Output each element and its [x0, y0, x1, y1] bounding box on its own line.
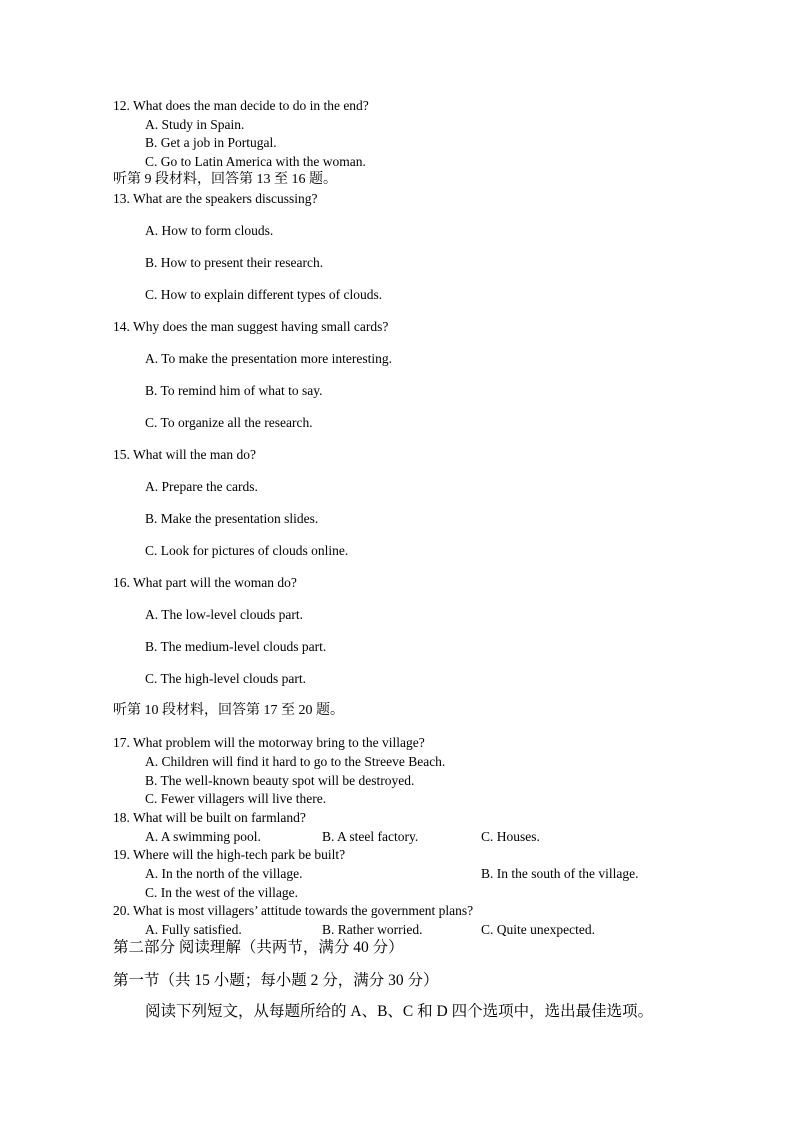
section9-heading: 听第 9 段材料，回答第 13 至 16 题。 — [113, 172, 337, 187]
q19-stem: 19. Where will the high-tech park be built? — [113, 847, 346, 862]
q18-stem: 18. What will be built on farmland? — [113, 810, 306, 825]
q14-option-c: C. To organize all the research. — [145, 415, 313, 430]
q16-stem: 16. What part will the woman do? — [113, 575, 297, 590]
q13-option-b: B. How to present their research. — [145, 255, 324, 270]
section1-title: 第一节（共 15 小题；每小题 2 分，满分 30 分） — [113, 972, 439, 989]
q13-option-a: A. How to form clouds. — [145, 223, 274, 238]
q16-option-b: B. The medium-level clouds part. — [145, 639, 327, 654]
part2-title: 第二部分 阅读理解（共两节，满分 40 分） — [113, 939, 404, 956]
q14-stem: 14. Why does the man suggest having small cards? — [113, 319, 389, 334]
q15-option-c: C. Look for pictures of clouds online. — [145, 543, 349, 558]
q14-option-a: A. To make the presentation more interesting. — [145, 351, 392, 366]
q17-option-a: A. Children will find it hard to go to the Streeve Beach. — [145, 754, 446, 769]
q12-option-a: A. Study in Spain. — [145, 117, 245, 132]
q18-option-b: B. A steel factory. — [322, 829, 419, 844]
q16-option-c: C. The high-level clouds part. — [145, 671, 306, 686]
q13-option-c: C. How to explain different types of clouds. — [145, 287, 383, 302]
q19-option-a: A. In the north of the village. — [145, 866, 303, 881]
q20-option-a: A. Fully satisfied. — [145, 922, 242, 937]
q15-option-a: A. Prepare the cards. — [145, 479, 258, 494]
q17-stem: 17. What problem will the motorway bring to the village? — [113, 735, 425, 750]
q19-option-c: C. In the west of the village. — [145, 885, 298, 900]
q20-option-c: C. Quite unexpected. — [481, 922, 595, 937]
q13-stem: 13. What are the speakers discussing? — [113, 191, 318, 206]
q14-option-b: B. To remind him of what to say. — [145, 383, 323, 398]
q12-option-b: B. Get a job in Portugal. — [145, 135, 277, 150]
q18-option-a: A. A swimming pool. — [145, 829, 261, 844]
q17-option-c: C. Fewer villagers will live there. — [145, 791, 327, 806]
section10-heading: 听第 10 段材料，回答第 17 至 20 题。 — [113, 703, 344, 718]
q16-option-a: A. The low-level clouds part. — [145, 607, 303, 622]
q17-option-b: B. The well-known beauty spot will be destroyed. — [145, 773, 415, 788]
q19-option-b: B. In the south of the village. — [481, 866, 639, 881]
q15-stem: 15. What will the man do? — [113, 447, 256, 462]
q18-option-c: C. Houses. — [481, 829, 540, 844]
q12-option-c: C. Go to Latin America with the woman. — [145, 154, 366, 169]
reading-instruction: 阅读下列短文，从每题所给的 A、B、C 和 D 四个选项中，选出最佳选项。 — [145, 1003, 654, 1020]
q20-stem: 20. What is most villagers’ attitude towards the government plans? — [113, 903, 474, 918]
q12-stem: 12. What does the man decide to do in the end? — [113, 98, 369, 113]
q20-option-b: B. Rather worried. — [322, 922, 423, 937]
q15-option-b: B. Make the presentation slides. — [145, 511, 319, 526]
